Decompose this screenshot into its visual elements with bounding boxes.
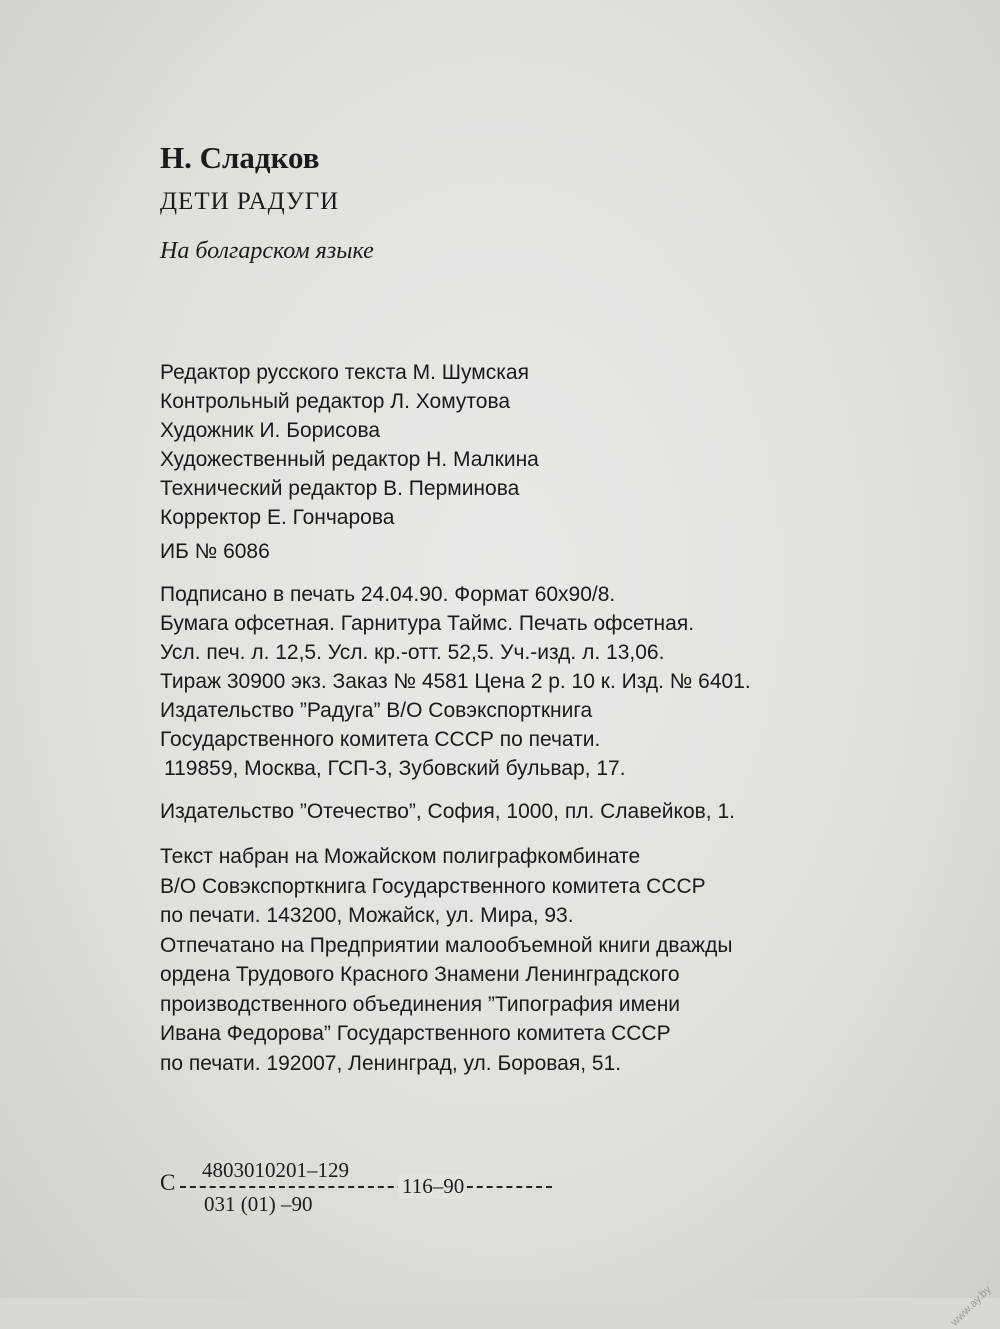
index-suffix: 116–90 <box>398 1174 464 1199</box>
credits-list <box>160 358 539 532</box>
author-name: Н. Сладков <box>160 140 320 175</box>
printer-line: по печати. 143200, Можайск, ул. Мира, 93. <box>160 904 574 927</box>
co-publisher-line: Издательство ”Отечество”, София, 1000, пл. Славейков, 1. <box>160 800 735 823</box>
index-numerator: 4803010201–129 <box>202 1158 349 1182</box>
printer-line: по печати. 192007, Ленинград, ул. Боровая, 51. <box>160 1051 622 1075</box>
catalog-index-code <box>160 1158 520 1228</box>
credit-line: Контрольный редактор Л. Хомутова <box>160 390 511 413</box>
printer-line: ордена Трудового Красного Знамени Ленинградского <box>160 963 680 986</box>
credit-line: Корректор Е. Гончарова <box>160 506 395 529</box>
printer-line: производственного объединения ”Типография имени <box>160 992 681 1016</box>
print-details <box>160 580 751 783</box>
site-watermark: www.ay.by <box>948 1283 994 1329</box>
print-detail-line: Издательство ”Радуга” В/О Совэкспорткнига <box>160 699 593 722</box>
book-title: ДЕТИ РАДУГИ <box>160 188 340 215</box>
credit-line: Редактор русского текста М. Шумская <box>160 361 529 384</box>
printer-line: Ивана Федорова” Государственного комитета СССР <box>160 1022 671 1045</box>
credit-line: Художник И. Борисова <box>160 419 381 442</box>
printer-details <box>160 842 732 1078</box>
printer-line: Отпечатано на Предприятии малообъемной книги дважды <box>160 933 733 957</box>
print-detail-line: Государственного комитета СССР по печати. <box>160 728 601 751</box>
printer-line: Текст набран на Можайском полиграфкомбинате <box>160 845 641 868</box>
credit-line: Технический редактор В. Перминова <box>160 477 520 500</box>
index-denominator: 031 (01) –90 <box>204 1192 313 1216</box>
print-detail-line: Тираж 30900 экз. Заказ № 4581 Цена 2 р. 10 к. Изд. № 6401. <box>160 670 751 693</box>
printer-line: В/О Совэкспорткнига Государственного комитета СССР <box>160 874 706 898</box>
print-detail-line: Бумага офсетная. Гарнитура Таймс. Печать офсетная. <box>160 612 695 635</box>
index-letter: С <box>160 1170 176 1195</box>
print-detail-line: Усл. печ. л. 12,5. Усл. кр.-отт. 52,5. Уч.-изд. л. 13,06. <box>160 641 665 664</box>
print-detail-line: Подписано в печать 24.04.90. Формат 60х90/8. <box>160 583 616 606</box>
print-detail-line: 119859, Москва, ГСП-3, Зубовский бульвар, 17. <box>164 757 626 780</box>
ib-number: ИБ № 6086 <box>160 540 270 563</box>
fraction-rule <box>180 1186 552 1188</box>
credit-line: Художественный редактор Н. Малкина <box>160 448 539 471</box>
language-note: На болгарском языке <box>160 238 374 264</box>
